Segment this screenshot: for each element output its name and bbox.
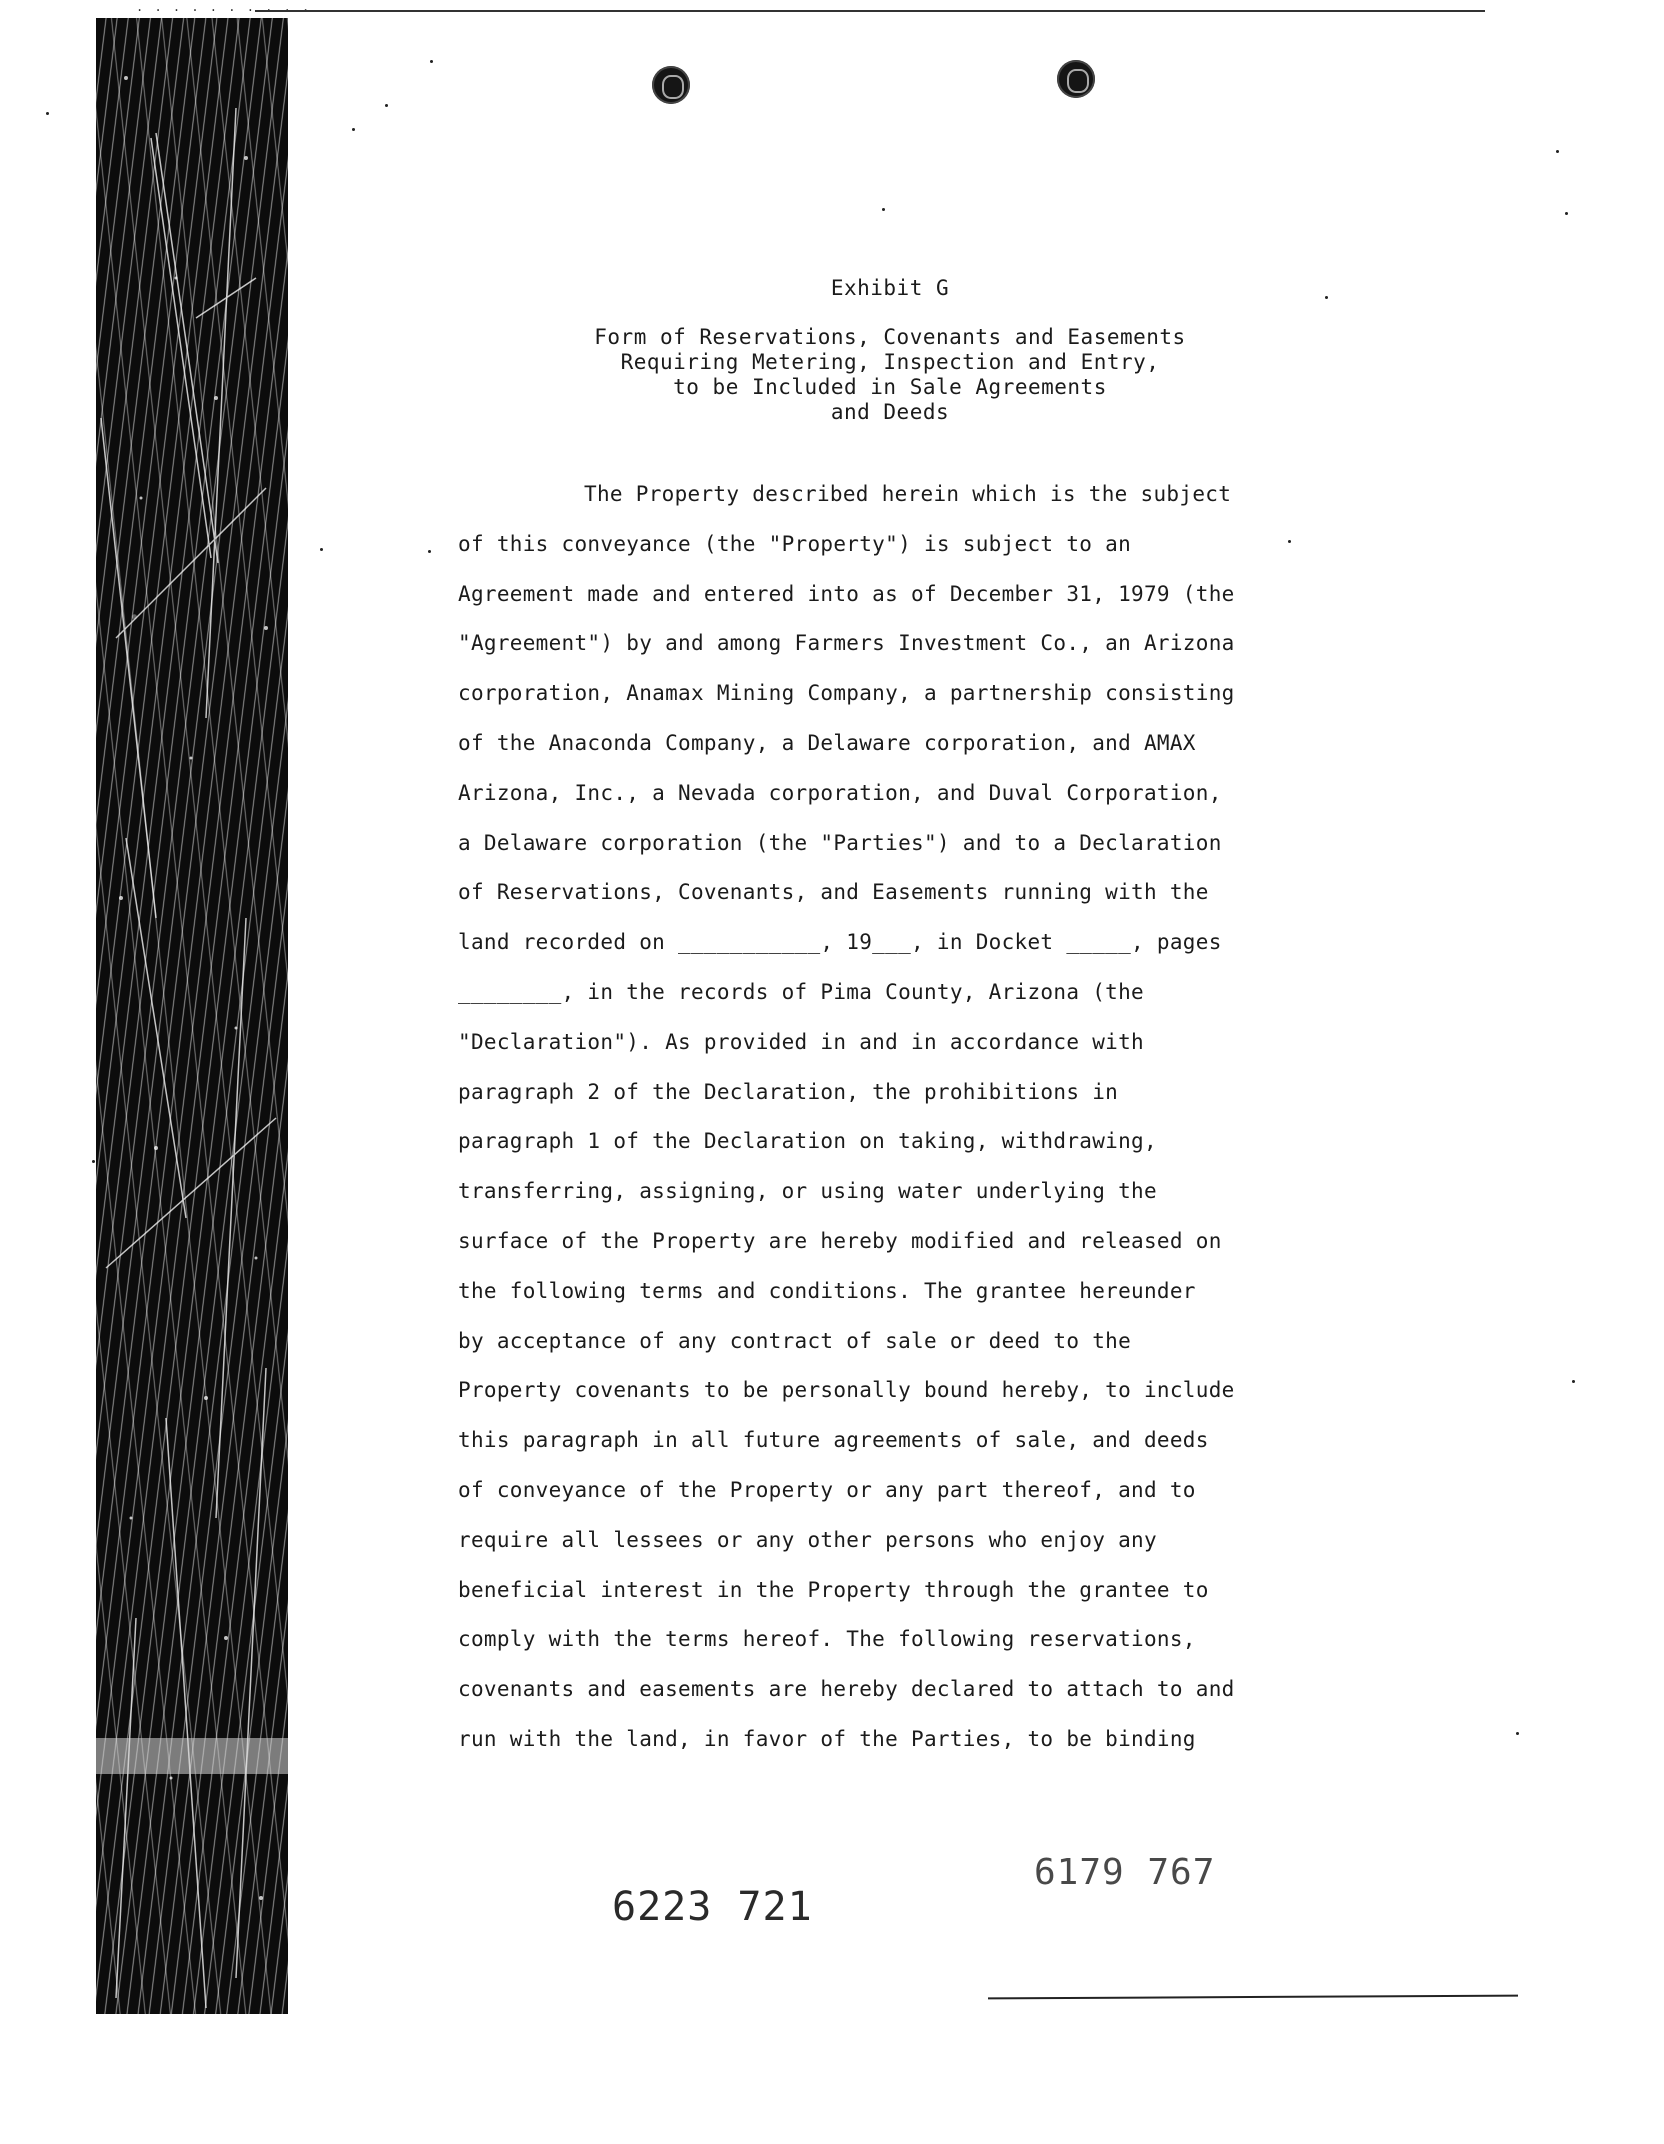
body-line: a Delaware corporation (the "Parties") and to a Declaration (458, 830, 1222, 855)
scan-speck (1325, 296, 1328, 299)
scan-speck (430, 60, 433, 63)
scan-artifact-dots: . . . . . . . . . . (136, 0, 312, 14)
body-line: by acceptance of any contract of sale or deed to the (458, 1328, 1132, 1353)
body-line: Property covenants to be personally bound hereby, to include (458, 1378, 1235, 1403)
body-line: run with the land, in favor of the Parties, to be binding (458, 1726, 1196, 1751)
scan-speck (1556, 150, 1559, 153)
body-line: Arizona, Inc., a Nevada corporation, and Duval Corporation, (458, 780, 1222, 805)
scan-speck (428, 550, 431, 553)
scan-speck (1288, 540, 1291, 543)
body-line: paragraph 1 of the Declaration on taking, withdrawing, (458, 1129, 1157, 1154)
body-line: corporation, Anamax Mining Company, a partnership consisting (458, 681, 1235, 706)
body-line: require all lessees or any other persons who enjoy any (458, 1527, 1157, 1552)
docket-stamp-left: 6223 721 (612, 1884, 813, 1930)
body-line: paragraph 2 of the Declaration, the prohibitions in (458, 1079, 1119, 1104)
body-line: beneficial interest in the Property through the grantee to (458, 1577, 1209, 1602)
body-line: land recorded on ___________, 19___, in Docket _____, pages (458, 930, 1222, 955)
form-title: Form of Reservations, Covenants and Easements Requiring Metering, Inspection and Entry, to be Included in Sale Agreements and Deeds (594, 325, 1186, 424)
body-line: covenants and easements are hereby declared to attach to and (458, 1677, 1235, 1702)
scan-speck (1572, 1380, 1575, 1383)
top-edge-line (255, 10, 1485, 12)
body-line: The Property described herein which is the subject (584, 482, 1232, 506)
body-line: surface of the Property are hereby modified and released on (458, 1228, 1222, 1253)
scan-speck (92, 1160, 95, 1163)
scan-speck (1565, 212, 1568, 215)
signature-line (988, 1995, 1518, 2000)
body-line: of this conveyance (the "Property") is subject to an (458, 531, 1132, 556)
body-line: "Declaration"). As provided in and in accordance with (458, 1029, 1144, 1054)
body-line: of Reservations, Covenants, and Easements running with the (458, 880, 1209, 905)
scanned-binding-strip (96, 18, 288, 2014)
exhibit-title: Exhibit G (830, 276, 950, 300)
body-line: Agreement made and entered into as of December 31, 1979 (the (458, 581, 1235, 606)
body-line: this paragraph in all future agreements of sale, and deeds (458, 1428, 1209, 1453)
docket-stamp-right: 6179 767 (1034, 1852, 1216, 1893)
scan-speck (1516, 1732, 1519, 1735)
scan-speck (882, 208, 885, 211)
body-line: "Agreement") by and among Farmers Investment Co., an Arizona (458, 631, 1235, 656)
recorder-seal-left (652, 66, 690, 104)
scan-speck (46, 112, 49, 115)
body-line: of conveyance of the Property or any part thereof, and to (458, 1477, 1196, 1502)
body-line: ________, in the records of Pima County, Arizona (the (458, 979, 1144, 1004)
scan-speck (320, 548, 323, 551)
body-line: the following terms and conditions. The grantee hereunder (458, 1278, 1196, 1303)
body-line: comply with the terms hereof. The following reservations, (458, 1627, 1196, 1652)
scan-speck (352, 128, 355, 131)
recorder-seal-right (1057, 60, 1095, 98)
scan-speck (385, 104, 388, 107)
binding-scratch-marks (96, 18, 288, 2014)
body-line: of the Anaconda Company, a Delaware corporation, and AMAX (458, 730, 1196, 755)
document-body (458, 470, 1348, 1765)
body-line: transferring, assigning, or using water underlying the (458, 1179, 1157, 1204)
